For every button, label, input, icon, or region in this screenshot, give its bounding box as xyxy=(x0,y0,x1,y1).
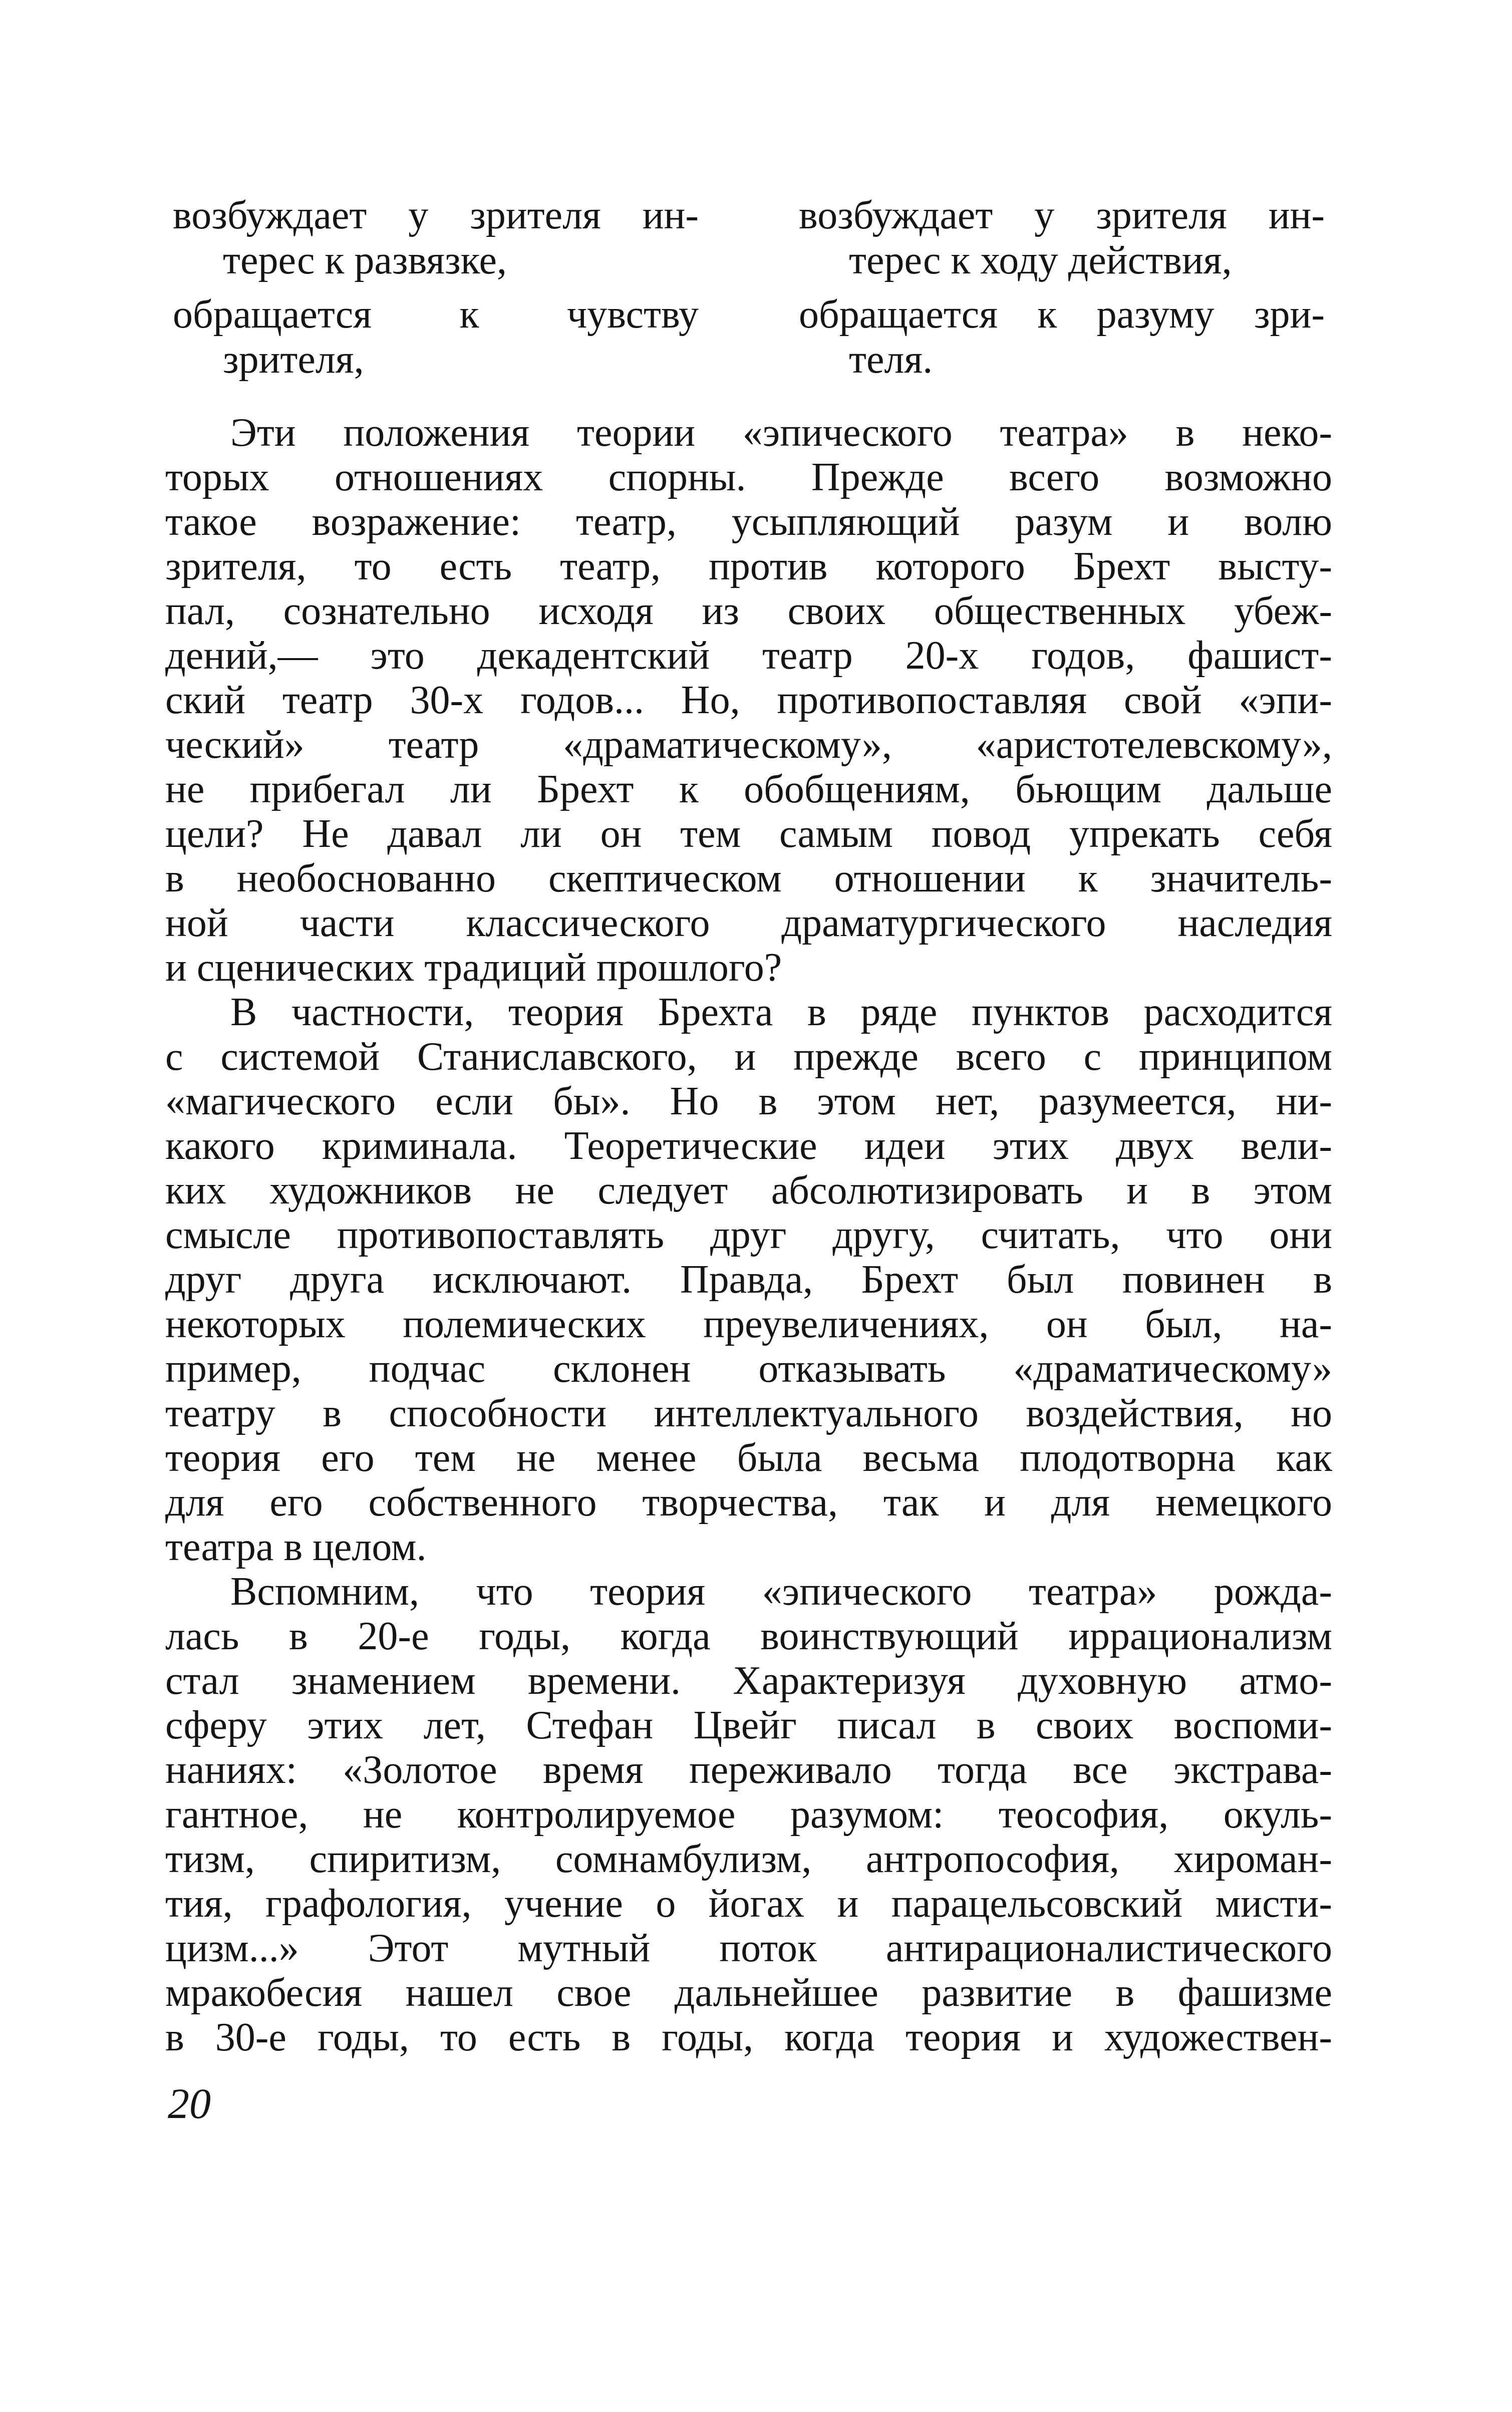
text-line: ких художников не следует абсолютизировать и в этом xyxy=(165,1168,1332,1213)
text-line: лась в 20-е годы, когда воинствующий иррационализм xyxy=(165,1614,1332,1658)
text-line: смысле противопоставлять друг другу, считать, что они xyxy=(165,1213,1332,1257)
text-line: в необоснованно скептическом отношении к значитель- xyxy=(165,856,1332,900)
text-line: наниях: «Золотое время переживало тогда все экстрава- xyxy=(165,1748,1332,1792)
comparison-line: возбуждает у зрителя ин- xyxy=(799,193,1325,237)
text-line: в 30-е годы, то есть в годы, когда теория и художествен- xyxy=(165,2015,1332,2059)
comparison-row xyxy=(173,193,1325,283)
text-line: театра в целом. xyxy=(165,1525,427,1569)
comparison-left-cell xyxy=(173,292,699,382)
comparison-line: зрителя, xyxy=(223,338,364,382)
comparison-line: обращается к чувству xyxy=(173,292,699,337)
body-text xyxy=(165,411,1332,2060)
text-line: Эти положения теории «эпического театра» в неко- xyxy=(230,411,1332,455)
paragraph xyxy=(165,411,1332,990)
text-line: тизм, спиритизм, сомнамбулизм, антропософия, хироман- xyxy=(165,1837,1332,1881)
comparison-table xyxy=(173,193,1325,391)
text-line: зрителя, то есть театр, против которого Брехт высту- xyxy=(165,544,1332,588)
text-line: теория его тем не менее была весьма плодотворна как xyxy=(165,1436,1332,1480)
comparison-line: терес к развязке, xyxy=(223,238,507,282)
comparison-right-cell xyxy=(799,193,1325,283)
comparison-line: терес к ходу действия, xyxy=(849,238,1232,282)
comparison-line: обращается к разуму зри- xyxy=(799,292,1325,337)
text-line: пал, сознательно исходя из своих общественных убеж- xyxy=(165,589,1332,633)
comparison-row xyxy=(173,292,1325,382)
comparison-line: возбуждает у зрителя ин- xyxy=(173,193,699,237)
text-line: театру в способности интеллектуального воздействия, но xyxy=(165,1391,1332,1435)
text-line: пример, подчас склонен отказывать «драматическому» xyxy=(165,1347,1332,1391)
comparison-right-cell xyxy=(799,292,1325,382)
text-line: не прибегал ли Брехт к обобщениям, бьющим дальше xyxy=(165,767,1332,811)
text-line: цизм...» Этот мутный поток антирационалистического xyxy=(165,1926,1332,1970)
text-line: некоторых полемических преувеличениях, он был, на- xyxy=(165,1302,1332,1346)
text-line: гантное, не контролируемое разумом: теософия, окуль- xyxy=(165,1792,1332,1837)
text-line: ной части классического драматургического наследия xyxy=(165,901,1332,945)
comparison-left-cell xyxy=(173,193,699,283)
text-line: какого криминала. Теоретические идеи этих двух вели- xyxy=(165,1124,1332,1168)
text-line: «магического если бы». Но в этом нет, разумеется, ни- xyxy=(165,1079,1332,1123)
text-line: такое возражение: театр, усыпляющий разум и волю xyxy=(165,500,1332,544)
text-line: ческий» театр «драматическому», «аристотелевскому», xyxy=(165,723,1332,767)
text-line: цели? Не давал ли он тем самым повод упрекать себя xyxy=(165,812,1332,856)
comparison-line: теля. xyxy=(849,338,933,382)
text-line: ский театр 30-х годов... Но, противопоставляя свой «эпи- xyxy=(165,678,1332,722)
text-line: сферу этих лет, Стефан Цвейг писал в своих воспоми- xyxy=(165,1703,1332,1747)
text-line: В частности, теория Брехта в ряде пунктов расходится xyxy=(230,990,1332,1034)
text-line: и сценических традиций прошлого? xyxy=(165,946,782,990)
text-line: мракобесия нашел свое дальнейшее развитие в фашизме xyxy=(165,1971,1332,2015)
text-line: с системой Станиславского, и прежде всего с принципом xyxy=(165,1035,1332,1079)
paragraph xyxy=(165,1570,1332,2060)
text-line: тия, графология, учение о йогах и парацельсовский мисти- xyxy=(165,1882,1332,1926)
text-line: торых отношениях спорны. Прежде всего возможно xyxy=(165,455,1332,499)
page-number: 20 xyxy=(168,2079,211,2128)
text-line: дений,— это декадентский театр 20-х годов, фашист- xyxy=(165,634,1332,678)
text-line: Вспомним, что теория «эпического театра» рожда- xyxy=(230,1570,1332,1614)
text-line: для его собственного творчества, так и для немецкого xyxy=(165,1480,1332,1525)
text-line: стал знамением времени. Характеризуя духовную атмо- xyxy=(165,1659,1332,1703)
text-line: друг друга исключают. Правда, Брехт был повинен в xyxy=(165,1258,1332,1302)
paragraph xyxy=(165,990,1332,1570)
